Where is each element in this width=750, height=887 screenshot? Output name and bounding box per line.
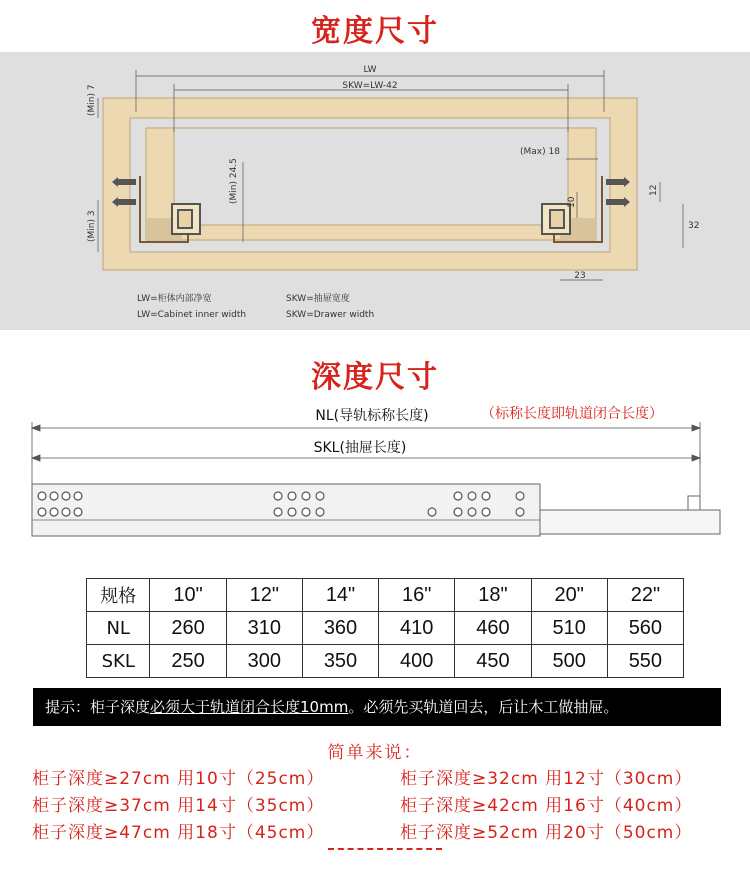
- spec-table: [86, 578, 684, 678]
- rail-side-view: [32, 484, 720, 536]
- nl-cell: 510: [531, 612, 607, 645]
- table-row: [87, 645, 684, 678]
- skl-cell: 350: [302, 645, 378, 678]
- nl-note: （标称长度即轨道闭合长度）: [481, 406, 663, 422]
- size-cell: 14": [302, 579, 378, 612]
- depth-diagram: [0, 398, 750, 548]
- size-cell: 10": [150, 579, 226, 612]
- row-header-spec: 规格: [87, 579, 150, 612]
- rule-item: 柜子深度≥47cm 用18寸（45cm）: [32, 823, 325, 843]
- nl-label: NL(导轨标称长度): [315, 408, 429, 424]
- size-cell: 18": [455, 579, 531, 612]
- notice-prefix: 提示：柜子深度: [45, 698, 151, 716]
- notice-banner: [33, 688, 721, 726]
- skl-cell: 250: [150, 645, 226, 678]
- row-header-nl: NL: [87, 612, 150, 645]
- rule-item: 柜子深度≥32cm 用12寸（30cm）: [400, 769, 693, 789]
- d10-dim-label: 10: [567, 196, 577, 208]
- legend-lw-en: LW=Cabinet inner width: [137, 310, 247, 320]
- size-cell: 12": [226, 579, 302, 612]
- nl-cell: 310: [226, 612, 302, 645]
- table-row: [87, 579, 684, 612]
- legend-skw-cn: SKW=抽屉宽度: [286, 294, 350, 304]
- skl-cell: 450: [455, 645, 531, 678]
- size-cell: 22": [607, 579, 683, 612]
- size-cell: 20": [531, 579, 607, 612]
- depth-section-title: 深度尺寸: [311, 360, 439, 395]
- nl-cell: 410: [379, 612, 455, 645]
- lw-dim-label: LW: [363, 65, 377, 75]
- size-cell: 16": [379, 579, 455, 612]
- rule-item: 柜子深度≥27cm 用10寸（25cm）: [32, 769, 325, 789]
- legend-lw-cn: LW=柜体内部净宽: [137, 294, 212, 304]
- d23-dim-label: 23: [574, 271, 586, 281]
- skl-cell: 300: [226, 645, 302, 678]
- table-row: [87, 612, 684, 645]
- notice-suffix: 。必须先买轨道回去，后让木工做抽屉。: [348, 698, 619, 716]
- width-diagram-panel: [0, 52, 750, 330]
- rule-item: 柜子深度≥37cm 用14寸（35cm）: [32, 796, 325, 816]
- min245-dim-label: (Min) 24.5: [229, 158, 239, 204]
- width-diagram: [0, 52, 750, 330]
- simple-heading: 简单来说：: [327, 743, 423, 763]
- skl-cell: 500: [531, 645, 607, 678]
- nl-cell: 460: [455, 612, 531, 645]
- row-header-skl: SKL: [87, 645, 150, 678]
- nl-cell: 260: [150, 612, 226, 645]
- nl-cell: 560: [607, 612, 683, 645]
- nl-cell: 360: [302, 612, 378, 645]
- skl-label: SKL(抽屉长度): [313, 440, 407, 456]
- skl-cell: 550: [607, 645, 683, 678]
- notice-underlined: 必须大于轨道闭合长度10mm: [150, 698, 349, 716]
- max18-dim-label: (Max) 18: [520, 147, 560, 157]
- width-section-title: 宽度尺寸: [311, 14, 439, 49]
- min7-dim-label: (Min) 7: [87, 84, 97, 116]
- rule-item: 柜子深度≥42cm 用16寸（40cm）: [400, 796, 693, 816]
- drawer-box: [146, 128, 596, 240]
- dashed-divider: [328, 848, 442, 850]
- d32-dim-label: 32: [688, 221, 700, 231]
- min3-dim-label: (Min) 3: [87, 210, 97, 242]
- rule-item: 柜子深度≥52cm 用20寸（50cm）: [400, 823, 693, 843]
- d12-dim-label: 12: [649, 184, 659, 196]
- skl-cell: 400: [379, 645, 455, 678]
- legend-skw-en: SKW=Drawer width: [286, 310, 375, 320]
- skw-dim-label: SKW=LW-42: [342, 81, 398, 91]
